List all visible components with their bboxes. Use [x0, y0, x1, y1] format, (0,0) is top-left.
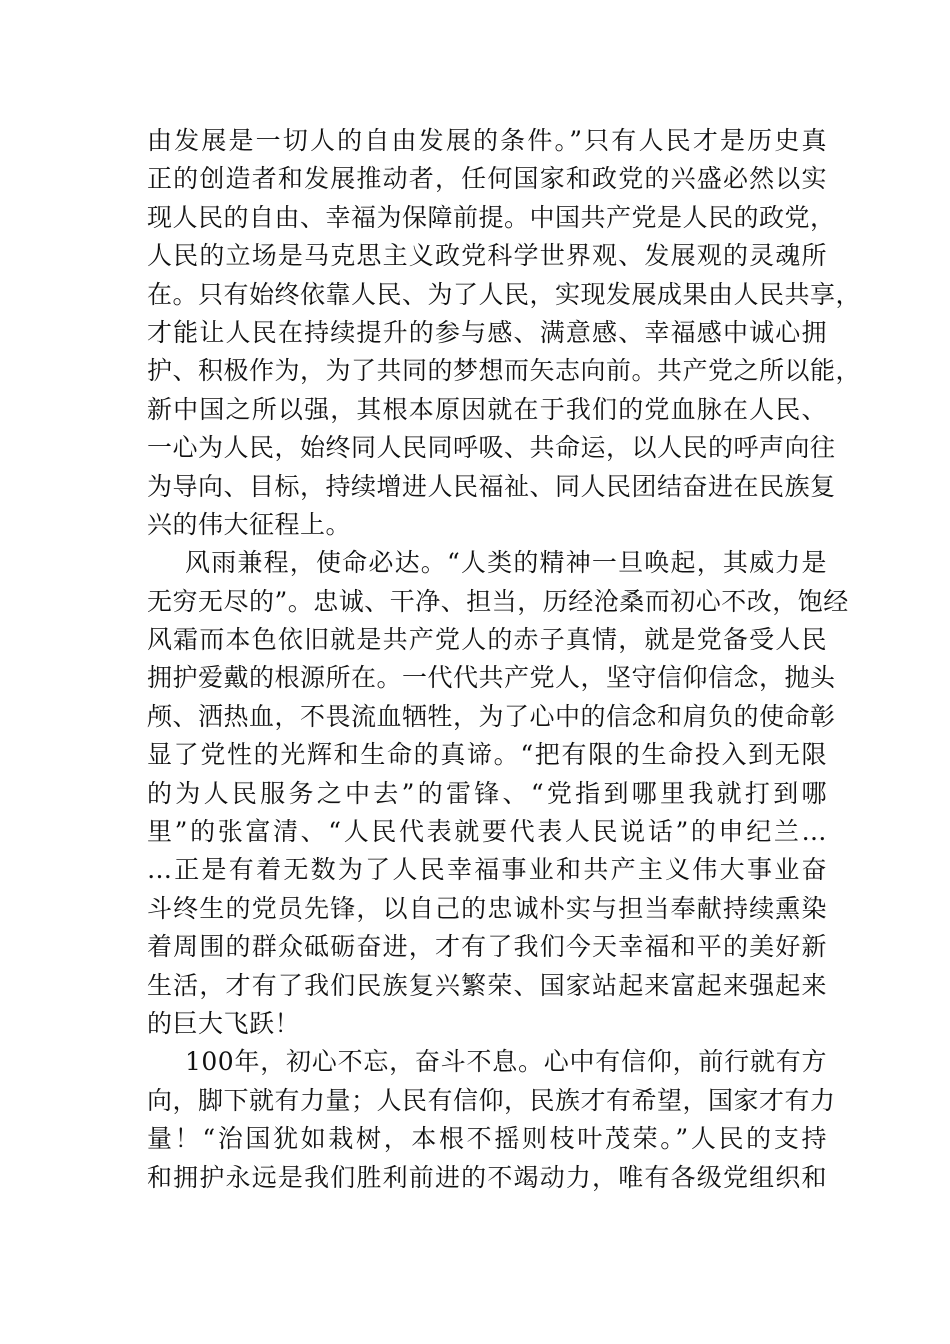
text-line: 风霜而本色依旧就是共产党人的赤子真情，就是党备受人民	[147, 625, 827, 655]
text-line: 才能让人民在持续提升的参与感、满意感、幸福感中诚心拥	[147, 317, 827, 347]
text-line: 拥护爱戴的根源所在。一代代共产党人，坚守信仰信念，抛头	[147, 663, 836, 693]
text-line: 人民的立场是马克思主义政党科学世界观、发展观的灵魂所	[147, 241, 827, 271]
text-line: 斗终生的党员先锋，以自己的忠诚朴实与担当奉献持续熏染	[147, 893, 827, 923]
text-line: 在。只有始终依靠人民、为了人民，实现发展成果由人民共享，	[147, 279, 862, 309]
text-line: 的为人民服务之中去”的雷锋、“党指到哪里我就打到哪	[147, 778, 827, 808]
paragraph-first-line: 100年，初心不忘，奋斗不息。心中有信仰，前行就有方	[185, 1047, 827, 1077]
text-line: 无穷无尽的”。忠诚、干净、担当，历经沧桑而初心不改，饱经	[147, 586, 849, 616]
text-line: 护、积极作为，为了共同的梦想而矢志向前。共产党之所以能，	[147, 356, 862, 386]
text-line: 生活，才有了我们民族复兴繁荣、国家站起来富起来强起来	[147, 970, 827, 1000]
text-line: 兴的伟大征程上。	[147, 509, 352, 539]
text-line: 为导向、目标，持续增进人民福祉、同人民团结奋进在民族复	[147, 471, 836, 501]
text-line: 里”的张富清、“人民代表就要代表人民说话”的申纪兰…	[147, 817, 827, 847]
text-line: 显了党性的光辉和生命的真谛。“把有限的生命投入到无限	[147, 740, 827, 770]
text-line: 由发展是一切人的自由发展的条件。”只有人民才是历史真	[147, 126, 827, 155]
text-line: 一心为人民，始终同人民同呼吸、共命运，以人民的呼声向往	[147, 433, 836, 463]
text-line: …正是有着无数为了人民幸福事业和共产主义伟大事业奋	[147, 855, 827, 885]
text-line: 的巨大飞跃！	[147, 1008, 301, 1038]
body-text	[147, 122, 862, 1197]
text-line: 新中国之所以强，其根本原因就在于我们的党血脉在人民、	[147, 394, 827, 424]
text-line: 正的创造者和发展推动者，任何国家和政党的兴盛必然以实	[147, 164, 827, 194]
text-line: 和拥护永远是我们胜利前进的不竭动力，唯有各级党组织和	[147, 1162, 827, 1192]
text-line: 向，脚下就有力量；人民有信仰，民族才有希望，国家才有力	[147, 1085, 836, 1115]
text-line: 量！“治国犹如栽树，本根不摇则枝叶茂荣。”人民的支持	[147, 1124, 827, 1154]
paragraph-first-line: 风雨兼程，使命必达。“人类的精神一旦唤起，其威力是	[185, 548, 827, 578]
text-line: 着周围的群众砥砺奋进，才有了我们今天幸福和平的美好新	[147, 932, 827, 962]
text-line: 颅、洒热血，不畏流血牺牲，为了心中的信念和肩负的使命彰	[147, 701, 836, 731]
text-line: 现人民的自由、幸福为保障前提。中国共产党是人民的政党，	[147, 202, 836, 232]
